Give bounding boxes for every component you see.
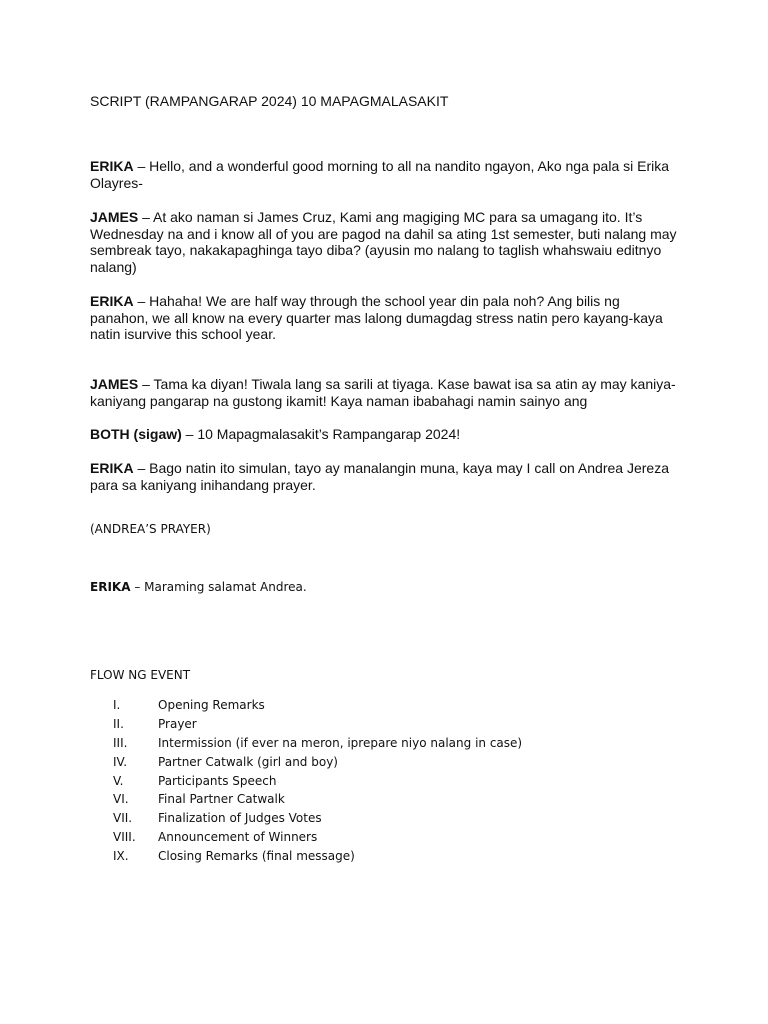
script-line-erika-3 (90, 460, 682, 493)
line-text: – Tama ka diyan! Tiwala lang sa sarili at tiyaga. Kase bawat isa sa atin ay may kaniya-kaniyang pangarap na gustong ikamit! Kaya naman ibabahagi namin sainyo ang (90, 376, 676, 409)
list-number: IX. (113, 849, 129, 864)
list-number: VI. (113, 792, 129, 807)
line-text: – 10 Mapagmalasakit’s Rampangarap 2024! (181, 426, 461, 442)
script-line-erika-2 (90, 293, 682, 343)
script-title: SCRIPT (RAMPANGARAP 2024) 10 MAPAGMALASAKIT (90, 93, 449, 109)
speaker-name: JAMES (90, 376, 139, 392)
script-line-james-2 (90, 376, 682, 409)
script-line-james-1 (90, 209, 682, 275)
list-label: Final Partner Catwalk (158, 792, 285, 807)
speaker-name: ERIKA (90, 293, 134, 309)
list-label: Intermission (if ever na meron, iprepare niyo nalang in case) (158, 735, 523, 750)
list-label: Finalization of Judges Votes (158, 811, 322, 826)
line-text: – Hahaha! We are half way through the school year din pala noh? Ang bilis ng panahon, we all know na every quarter mas lalong dumagdag stress natin pero kayang-kaya natin isurvive this school year. (90, 293, 663, 342)
speaker-name: ERIKA (90, 580, 131, 594)
list-number: IV. (113, 754, 128, 769)
list-item (113, 809, 522, 828)
list-number: I. (113, 697, 121, 712)
line-text: – Hello, and a wonderful good morning to all na nandito ngayon, Ako nga pala si Erika Olayres- (90, 158, 670, 191)
list-label: Closing Remarks (final message) (158, 849, 355, 864)
list-item (113, 772, 522, 791)
list-label: Announcement of Winners (158, 830, 318, 845)
list-item (113, 696, 522, 715)
speaker-name: BOTH (sigaw) (90, 426, 182, 442)
script-line-both (90, 426, 682, 443)
speaker-name: ERIKA (90, 158, 134, 174)
flow-heading: FLOW NG EVENT (90, 668, 191, 682)
prayer-note: (ANDREA’S PRAYER) (90, 522, 211, 536)
list-item (113, 734, 522, 753)
list-item (113, 847, 522, 866)
line-text: – At ako naman si James Cruz, Kami ang magiging MC para sa umagang ito. It’s Wednesday na and i know all of you are pagod na dahil sa ating 1st semester, buti nalang may sembreak tayo, nakakapaghinga tayo diba? (ayusin mo nalang to taglish whahswaiu editnyo nalang) (90, 209, 677, 275)
list-number: III. (113, 735, 128, 750)
speaker-name: JAMES (90, 209, 139, 225)
list-item (113, 715, 522, 734)
list-number: V. (113, 773, 124, 788)
list-number: VII. (113, 811, 133, 826)
line-text: – Bago natin ito simulan, tayo ay manalangin muna, kaya may I call on Andrea Jereza para sa kaniyang inihandang prayer. (90, 460, 669, 493)
script-line-erika-1 (90, 158, 682, 191)
list-item (113, 828, 522, 847)
flow-list (113, 696, 522, 866)
list-label: Prayer (158, 716, 197, 731)
list-label: Partner Catwalk (girl and boy) (158, 754, 338, 769)
list-item (113, 753, 522, 772)
list-item (113, 790, 522, 809)
list-number: II. (113, 716, 124, 731)
list-label: Opening Remarks (158, 697, 265, 712)
list-number: VIII. (113, 830, 136, 845)
list-label: Participants Speech (158, 773, 277, 788)
line-text: – Maraming salamat Andrea. (130, 580, 307, 594)
speaker-name: ERIKA (90, 460, 134, 476)
thanks-line (90, 578, 682, 597)
